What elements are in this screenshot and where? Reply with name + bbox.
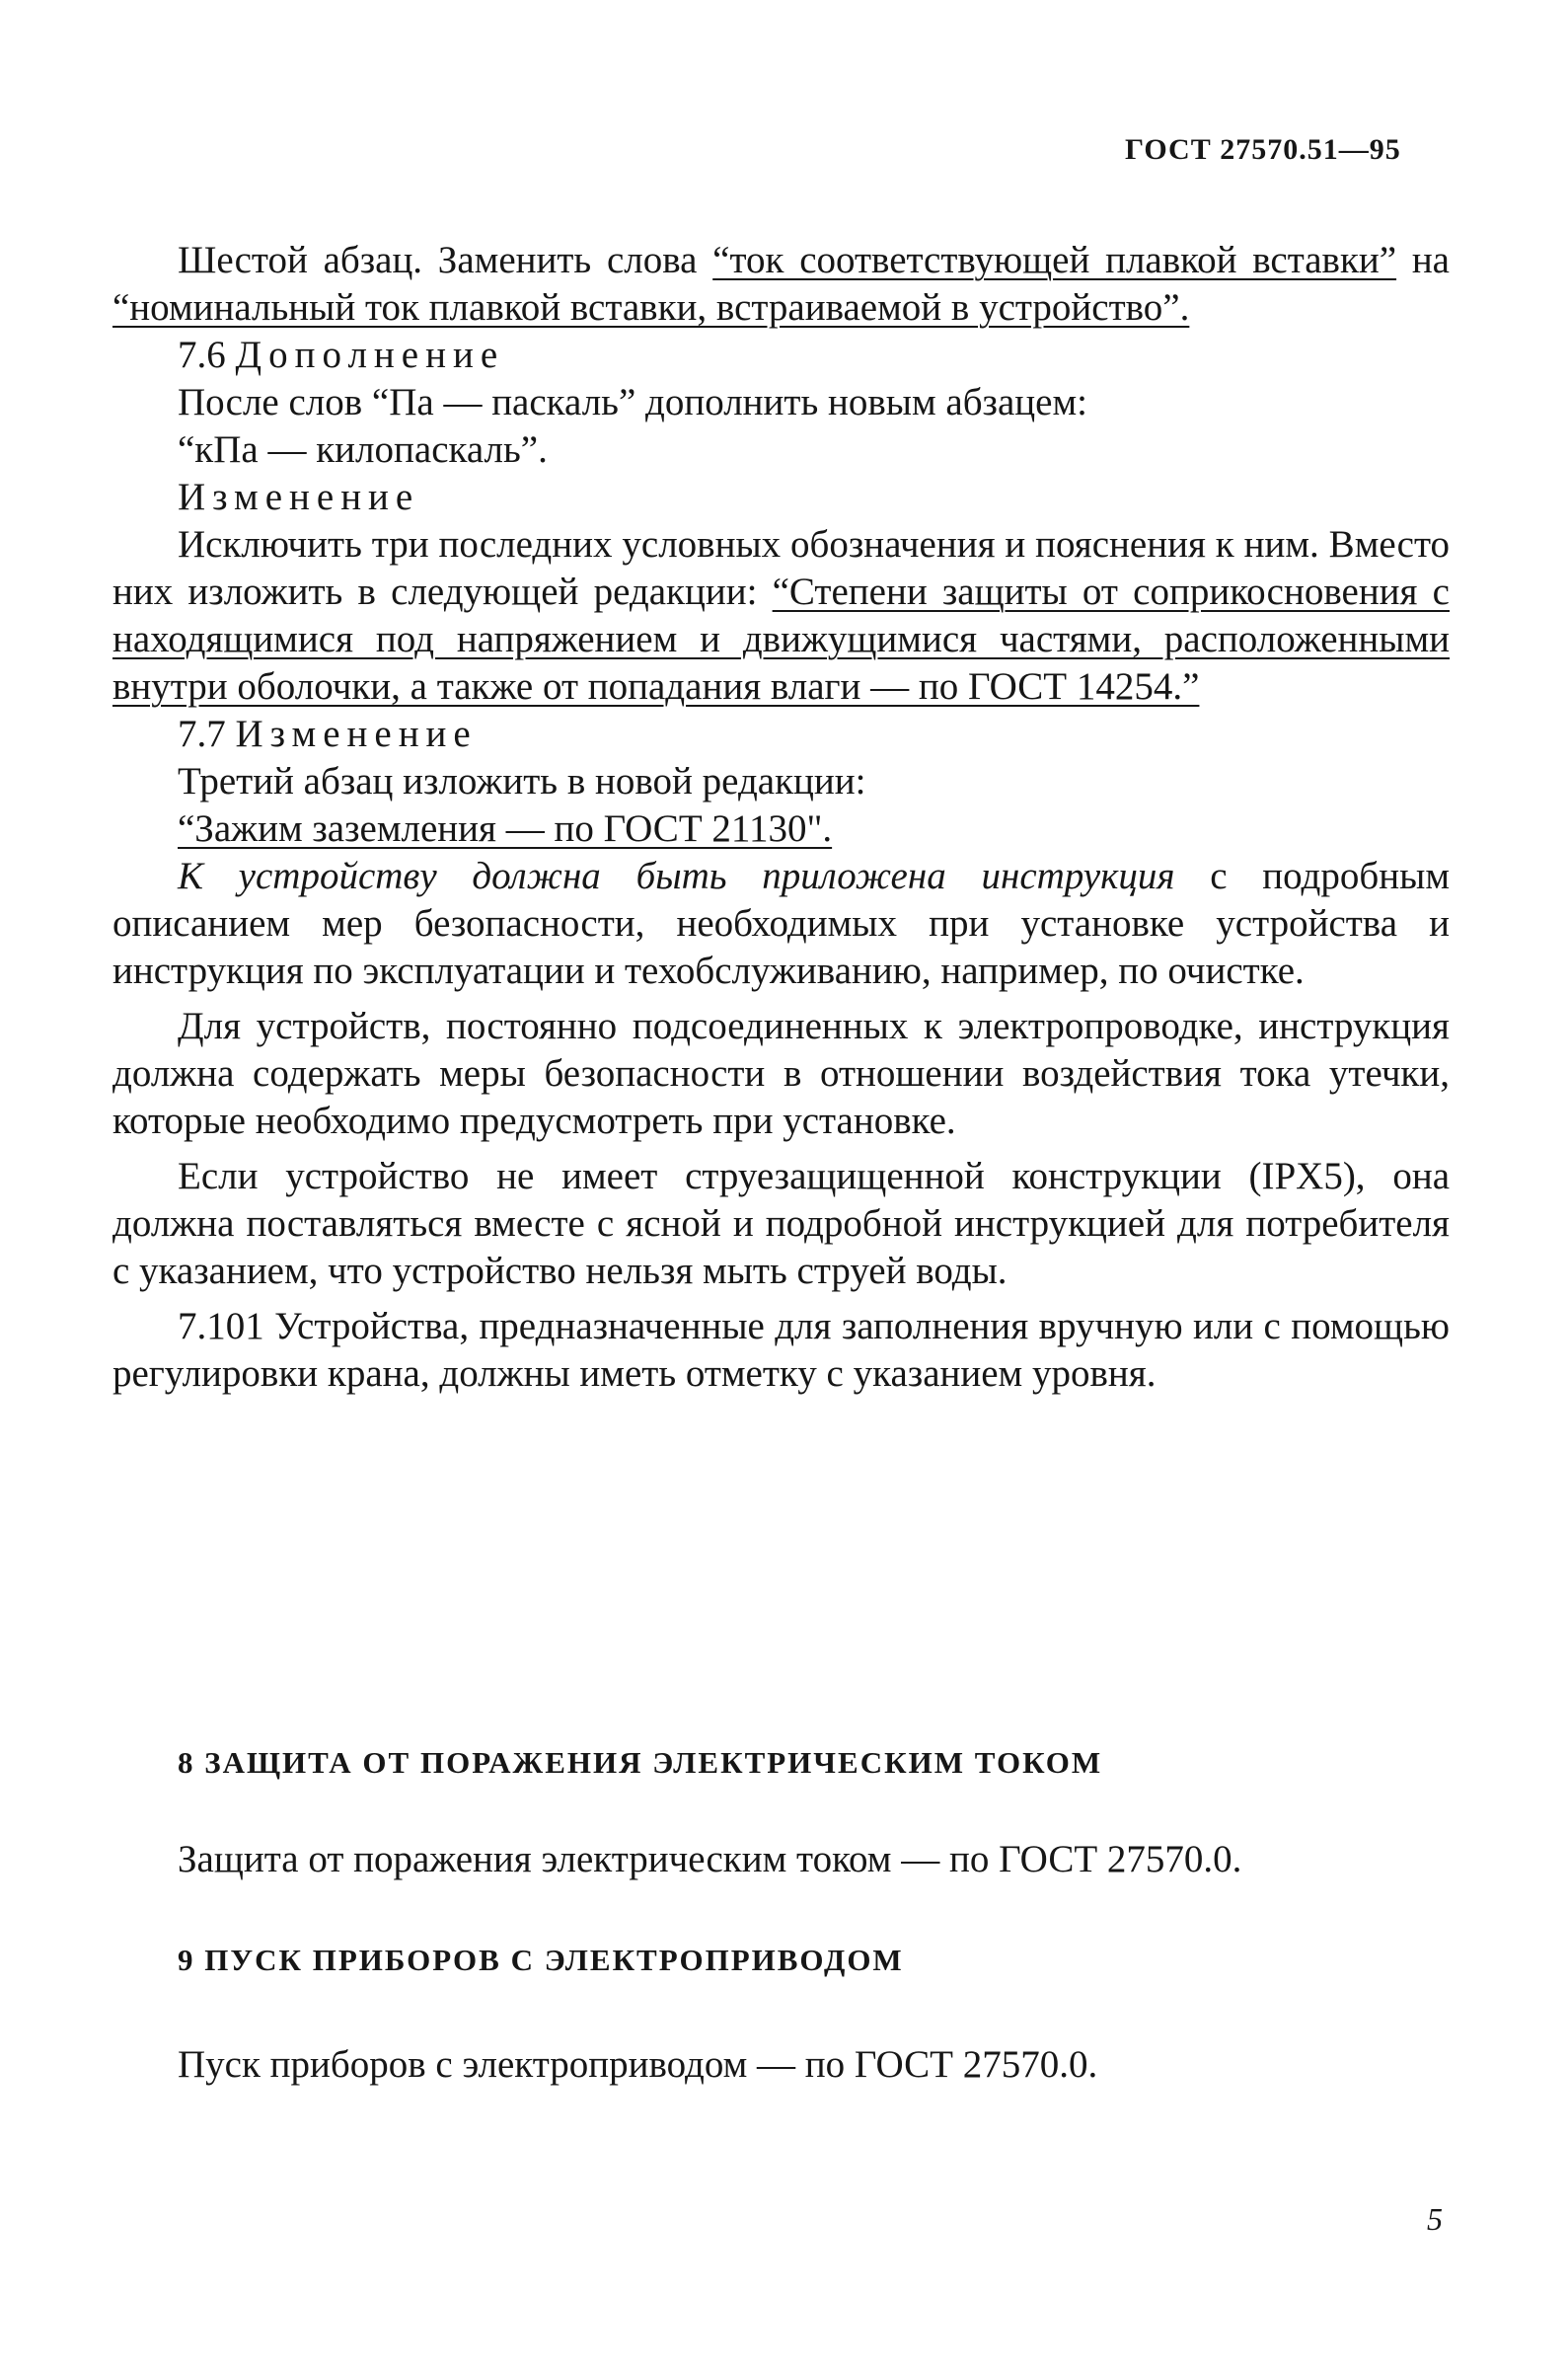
paragraph-add-kpa: После слов “Па — паскаль” дополнить новым абзацем: [178, 381, 1087, 423]
section-9-text: Пуск приборов с электроприводом — по ГОСТ 27570.0. [178, 2043, 1098, 2086]
clause-7-7-heading [112, 711, 1450, 758]
paragraph-instructions [112, 853, 1450, 995]
page-number: 5 [1427, 2201, 1443, 2237]
clause-title: Изменение [235, 713, 478, 755]
paragraph-kpa-definition: “кПа — килопаскаль”. [178, 428, 548, 471]
text-fragment: Исключить три последних условных обозначения и пояснения к ним. Вместо них изложить в следующей редакции: [112, 523, 1450, 613]
clause-7-6-heading [112, 332, 1450, 379]
text-fragment: на [1396, 239, 1450, 281]
text-fragment: с подробным описанием мер безопасности, необходимых при установке устройства и инструкция по эксплуатации и техобслуживанию, например, по очистке. [112, 855, 1450, 992]
underlined-quote: “Степени защиты от соприкосновения с находящимися под напряжением и движущимися частями, расположенными внутри оболочки, а также от попадания влаги — по ГОСТ 14254.” [112, 571, 1450, 708]
section-9-title: 9 ПУСК ПРИБОРОВ С ЭЛЕКТРОПРИВОДОМ [178, 1943, 904, 1977]
paragraph-fixed-devices: Для устройств, постоянно подсоединенных к электропроводке, инструкция должна содержать меры безопасности в отношении воздействия тока утечки, которые необходимо предусмотреть при установке. [112, 1005, 1450, 1142]
clause-title: Дополнение [235, 334, 505, 376]
paragraph-third-para: Третий абзац изложить в новой редакции: [178, 760, 866, 802]
clause-number: 7.7 [178, 713, 236, 755]
underlined-quote: “ток соответствующей плавкой вставки” [712, 239, 1397, 281]
underlined-quote: “Зажим заземления — по ГОСТ 21130". [178, 807, 833, 850]
clause-number: 7.6 [178, 334, 236, 376]
document-code-header: ГОСТ 27570.51—95 [1125, 133, 1401, 166]
text-fragment: Шестой абзац. Заменить слова [178, 239, 713, 281]
underlined-quote: “номинальный ток плавкой вставки, встраиваемой в устройство”. [112, 286, 1190, 329]
paragraph-grounding-clamp [112, 805, 1450, 853]
paragraph-exclude-symbols [112, 521, 1450, 711]
paragraph-ipx5: Если устройство не имеет струезащищенной конструкции (IPX5), она должна поставляться вместе с ясной и подробной инструкцией для потребителя с указанием, что устройство нельзя мыть струей воды. [112, 1155, 1450, 1292]
change-heading [112, 474, 1450, 521]
paragraph-sixth-para-replace [112, 237, 1450, 332]
document-body [112, 237, 1450, 1398]
change-title: Изменение [178, 476, 420, 518]
section-8-title: 8 ЗАЩИТА ОТ ПОРАЖЕНИЯ ЭЛЕКТРИЧЕСКИМ ТОКОМ [178, 1745, 1103, 1780]
paragraph-7-101: 7.101 Устройства, предназначенные для заполнения вручную или с помощью регулировки крана, должны иметь отметку с указанием уровня. [112, 1305, 1450, 1395]
italic-fragment: К устройству должна быть приложена инструкция [178, 855, 1175, 897]
section-8-text: Защита от поражения электрическим током — по ГОСТ 27570.0. [178, 1838, 1242, 1880]
